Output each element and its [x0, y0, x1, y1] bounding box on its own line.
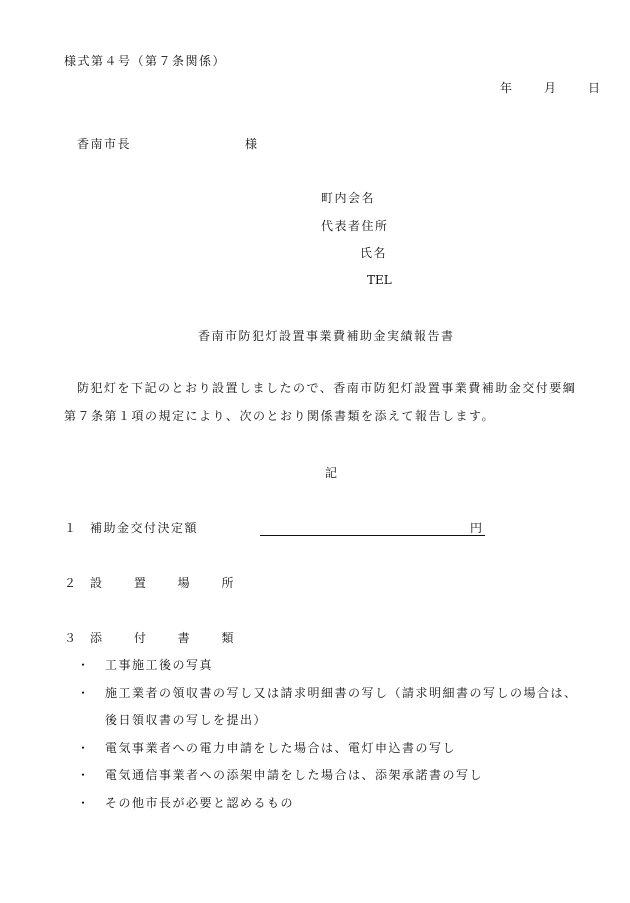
attachment-bullet: ・	[77, 741, 90, 755]
attachment-bullet: ・	[77, 686, 90, 700]
attachment-bullet: ・	[77, 768, 90, 782]
ki-heading: 記	[325, 466, 338, 480]
item2-label: 設 置 場 所	[90, 576, 248, 590]
attachment-bullet: ・	[77, 796, 90, 810]
item1-number: １	[64, 521, 77, 535]
date-year: 年	[500, 81, 513, 95]
addressee-name: 香南市長	[77, 137, 132, 151]
tel-label: TEL	[367, 273, 392, 287]
attachment-item: 電気通信事業者への添架申請をした場合は、添架承諾書の写し	[105, 768, 484, 782]
attachment-bullet: ・	[77, 658, 90, 672]
attachment-item-continuation: 後日領収書の写しを提出）	[105, 713, 268, 727]
date-month: 月	[544, 81, 557, 95]
item3-number: ３	[64, 631, 77, 645]
addressee-honorific: 様	[245, 137, 258, 151]
attachment-item: 施工業者の領収書の写し又は請求明細書の写し（請求明細書の写しの場合は、	[105, 686, 578, 700]
amount-underline	[260, 535, 485, 536]
document-title: 香南市防犯灯設置事業費補助金実績報告書	[198, 329, 455, 343]
form-reference: 様式第４号（第７条関係）	[64, 54, 227, 68]
item1-unit: 円	[470, 521, 483, 535]
item2-number: ２	[64, 576, 77, 590]
item3-label: 添 付 書 類	[90, 631, 248, 645]
representative-address-label: 代表者住所	[321, 219, 389, 233]
body-line-2: 第７条第１項の規定により、次のとおり関係書類を添えて報告します。	[64, 409, 496, 423]
attachment-item: 電気事業者への電力申請をした場合は、電灯申込書の写し	[105, 741, 457, 755]
item1-label: 補助金交付決定額	[90, 521, 199, 535]
attachment-item: その他市長が必要と認めるもの	[105, 796, 295, 810]
association-name-label: 町内会名	[321, 191, 376, 205]
body-line-1: 防犯灯を下記のとおり設置しましたので、香南市防犯灯設置事業費補助金交付要綱	[77, 381, 577, 395]
applicant-name-label: 氏名	[360, 246, 388, 260]
attachment-item: 工事施工後の写真	[105, 658, 214, 672]
date-day: 日	[588, 81, 601, 95]
